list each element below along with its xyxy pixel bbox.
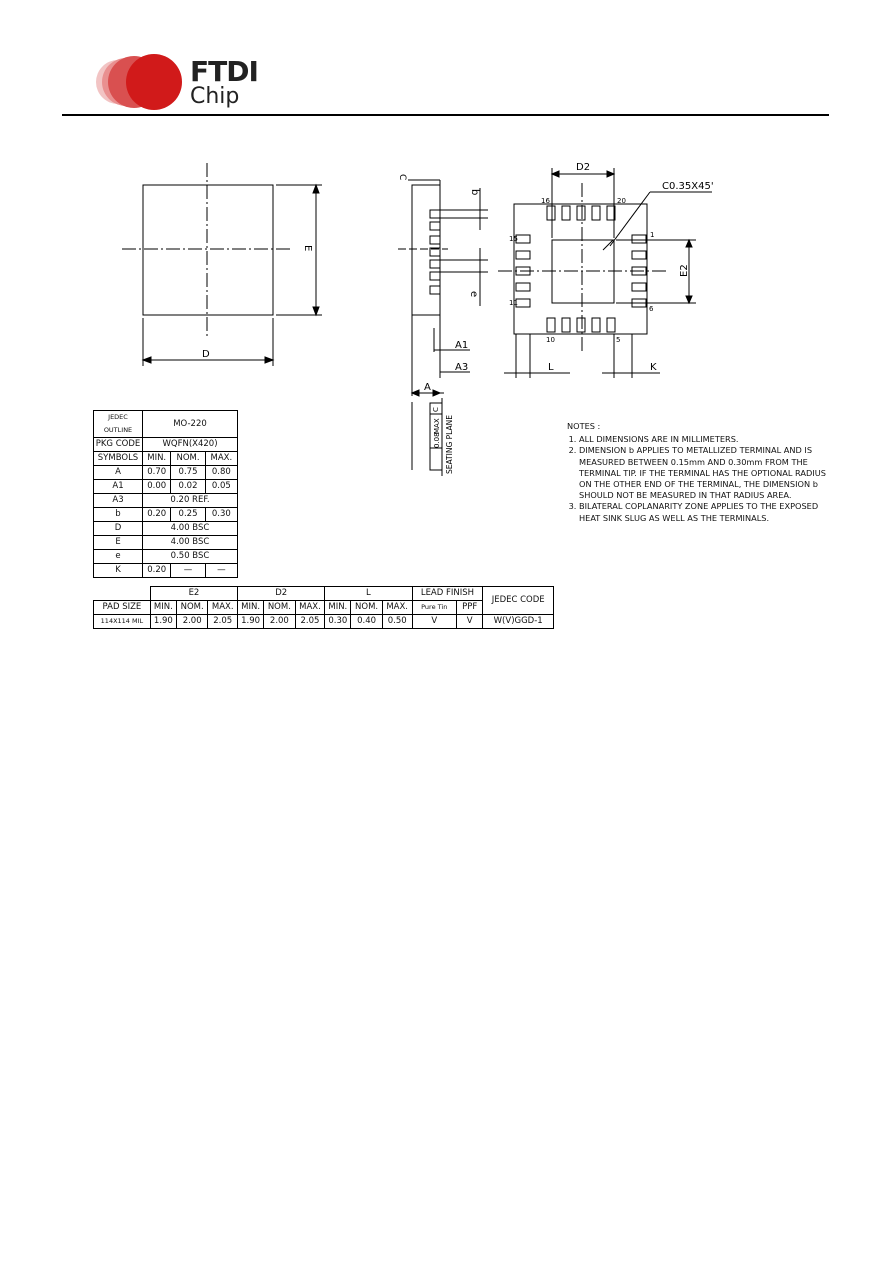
notes-title: NOTES : [567,421,601,431]
value-cell: 0.50 [382,615,412,629]
header-cell: MAX. [295,601,325,615]
value-cell: 2.00 [176,615,208,629]
group-header-d2: D2 [238,587,325,601]
value-cell: W(V)GGD-1 [483,615,554,629]
symbol-cell: K [94,564,143,578]
group-header-jedec-code: JEDEC CODE [483,587,554,615]
value-cell: 0.20 [143,508,171,522]
label-a1: A1 [455,340,469,351]
label-e-pitch: e [468,291,479,298]
label-max: MAX [433,418,441,434]
value-cell: 0.30 [325,615,351,629]
label-e: E [302,245,313,252]
header-cell: MAX. [205,452,237,466]
value-cell: 0.75 [171,466,205,480]
table-row [94,615,554,629]
notes-block [567,421,827,524]
label-b: b [469,189,480,196]
header-cell: NOM. [176,601,208,615]
pad-size-table [93,586,554,629]
label-chamfer: C0.35X45' [662,181,714,192]
label-d: D [202,349,210,360]
label-c: C [397,174,407,181]
table-row [94,564,238,578]
value-cell: 4.00 BSC [143,536,238,550]
value-cell: — [205,564,237,578]
pin-1: 1 [650,231,655,239]
label-k: K [650,362,657,373]
header-cell: SYMBOLS [94,452,143,466]
jedec-outline-value: MO-220 [143,411,238,438]
pin-16: 16 [541,197,550,205]
table-row [94,508,238,522]
value-cell: 0.02 [171,480,205,494]
table-row [94,550,238,564]
header-cell: NOM. [171,452,205,466]
label-a3: A3 [455,362,469,373]
symbol-cell: A [94,466,143,480]
notes-list [567,434,827,524]
note-item: 3. BILATERAL COPLANARITY ZONE APPLIES TO THE EXPOSED HEAT SINK SLUG AS WELL AS THE TERMINALS. [579,501,827,523]
header-cell: MIN. [325,601,351,615]
value-cell: 0.30 [205,508,237,522]
label-coplanarity-c: C [432,407,440,412]
label-a: A [424,382,431,393]
pad-group-header-row [94,587,554,601]
value-cell: V [412,615,456,629]
table-row [94,494,238,508]
group-header-lead-finish: LEAD FINISH [412,587,483,601]
value-cell: 0.80 [205,466,237,480]
value-cell: 0.00 [143,480,171,494]
value-cell: 2.05 [295,615,325,629]
pad-size-cell: 114X114 MIL [94,615,151,629]
symbol-cell: e [94,550,143,564]
pkg-code-row [94,438,238,452]
value-cell: 2.05 [208,615,238,629]
value-cell: 0.40 [351,615,383,629]
brand-subname: Chip [190,84,240,109]
value-cell: 2.00 [264,615,296,629]
symbol-cell: A3 [94,494,143,508]
group-header-e2: E2 [150,587,237,601]
symbol-dimension-table [93,410,238,578]
pin-10: 10 [546,336,555,344]
table-header-row [94,452,238,466]
table-row [94,466,238,480]
jedec-outline-row [94,411,238,438]
note-item: 1. ALL DIMENSIONS ARE IN MILLIMETERS. [579,434,827,445]
pin-11: 11 [509,299,518,307]
note-item: 2. DIMENSION b APPLIES TO METALLIZED TERMINAL AND IS MEASURED BETWEEN 0.15mm AND 0.30mm FROM THE TERMINAL TIP. IF THE TERMINAL HAS THE OPTIONAL RADIUS ON THE OTHER END OF THE TERMINAL, THE DIMENSION b SHOULD NOT BE MEASURED IN THAT RADIUS AREA. [579,445,827,501]
table-row [94,480,238,494]
header-cell: PAD SIZE [94,601,151,615]
header-cell: NOM. [351,601,383,615]
value-cell: 0.25 [171,508,205,522]
label-coplanarity: 0.08 [433,432,441,448]
label-seating-plane: SEATING PLANE [445,414,454,474]
pkg-code-value: WQFN(X420) [143,438,238,452]
jedec-outline-label: JEDEC OUTLINE [94,411,143,438]
value-cell: — [171,564,205,578]
value-cell: 0.20 REF. [143,494,238,508]
group-header-l: L [325,587,412,601]
value-cell: 0.05 [205,480,237,494]
header-cell: NOM. [264,601,296,615]
table-row [94,536,238,550]
pin-6: 6 [649,305,654,313]
header-cell: Pure Tin [412,601,456,615]
pin-5: 5 [616,336,621,344]
value-cell: 0.70 [143,466,171,480]
value-cell: 1.90 [150,615,176,629]
value-cell: 0.20 [143,564,171,578]
header-cell: MIN. [150,601,176,615]
table-row [94,522,238,536]
header-cell: MIN. [143,452,171,466]
value-cell: 0.50 BSC [143,550,238,564]
symbol-cell: D [94,522,143,536]
value-cell: 1.90 [238,615,264,629]
pkg-code-label: PKG CODE [94,438,143,452]
pin-20: 20 [617,197,626,205]
label-l: L [548,362,554,373]
value-cell: V [456,615,482,629]
header-cell: MAX. [382,601,412,615]
header-cell: PPF [456,601,482,615]
symbol-cell: E [94,536,143,550]
top-view-outline [143,185,273,315]
pin-15: 15 [509,235,518,243]
label-d2: D2 [576,162,591,173]
symbol-cell: b [94,508,143,522]
label-e2: E2 [679,264,690,277]
header-cell: MAX. [208,601,238,615]
brand-name: FTDI [190,55,258,88]
value-cell: 4.00 BSC [143,522,238,536]
symbol-cell: A1 [94,480,143,494]
header-cell: MIN. [238,601,264,615]
